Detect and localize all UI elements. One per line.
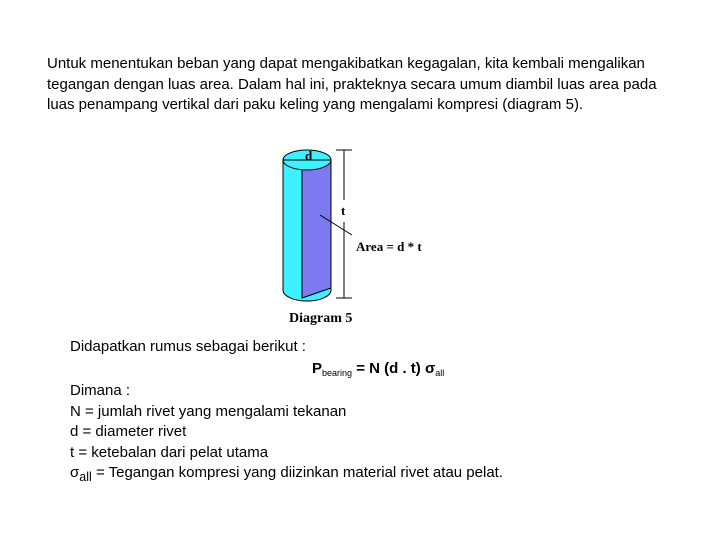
intro-paragraph: Untuk menentukan beban yang dapat mengakibatkan kegagalan, kita kembali mengalikan tegangan dengan luas area. Dalam hal ini, prakteknya secara umum diambil luas area pada luas penampang vertikal dari paku keling yang mengalami kompresi (diagram 5).: [47, 55, 657, 113]
sigma-text: = Tegangan kompresi yang diizinkan material rivet atau pelat.: [91, 464, 503, 481]
diagram-caption: Diagram 5: [289, 311, 353, 326]
definition-sigma: [70, 463, 503, 488]
sigma-symbol: σ: [70, 464, 80, 481]
definitions-list: [70, 381, 503, 488]
bearing-formula: [312, 360, 444, 378]
rivet-diagram: [270, 140, 440, 330]
definition-t: t = ketebalan dari pelat utama: [70, 443, 269, 461]
definitions-heading: Dimana :: [70, 382, 131, 399]
label-t: t: [341, 203, 346, 218]
label-d: d: [305, 148, 313, 163]
formula-rhs-sub: all: [435, 368, 445, 378]
formula-lhs-sub: bearing: [322, 368, 353, 378]
rivet-cylinder-illustration: [270, 140, 440, 330]
definition-n: N = jumlah rivet yang mengalami tekanan: [70, 402, 347, 420]
result-intro-block: [70, 337, 670, 358]
formula-lhs: P: [312, 360, 323, 377]
sigma-sub: all: [79, 470, 92, 484]
definition-d: d = diameter rivet: [70, 423, 187, 440]
bearing-section: [302, 160, 331, 298]
label-area: Area = d * t: [356, 239, 422, 254]
formula-rhs: = N (d . t) σ: [352, 360, 436, 377]
result-intro: Didapatkan rumus sebagai berikut :: [70, 338, 306, 355]
